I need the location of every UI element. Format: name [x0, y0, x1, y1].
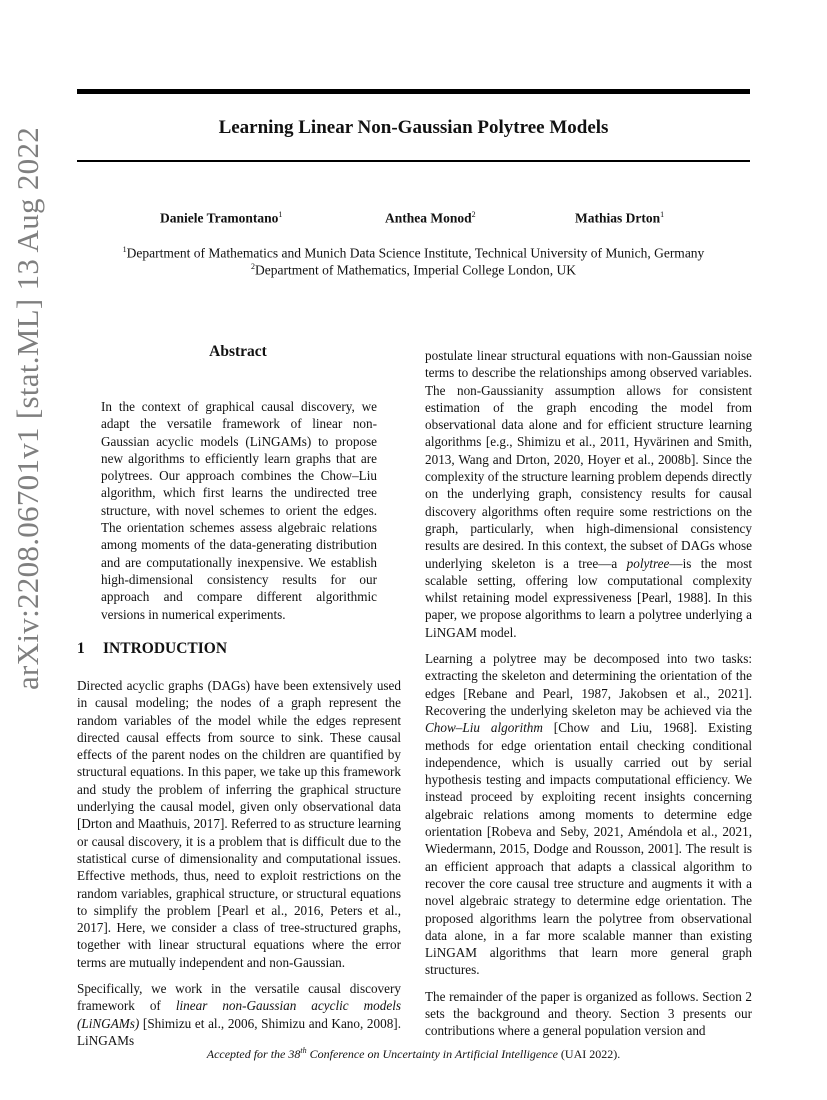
section-heading — [77, 640, 227, 658]
emphasis-chow-liu: Chow–Liu algorithm — [425, 720, 543, 736]
affiliation-number: 2 — [251, 262, 256, 271]
venue-footer: Accepted for the 38th Conference on Uncertainty in Artificial Intelligence (UAI 2022). — [206, 1046, 621, 1061]
emphasis-polytree: polytree — [626, 555, 670, 571]
section-title: INTRODUCTION — [103, 640, 228, 657]
affiliation-2 — [0, 262, 827, 279]
author-name: Anthea Monod — [385, 210, 472, 226]
author-3 — [575, 210, 664, 227]
affiliation-text: Department of Mathematics and Munich Data Science Institute, Technical University of Munich, Germany — [126, 245, 705, 261]
intro-paragraph-4: Learning a polytree may be decomposed into two tasks: extracting the skeleton and determining the orientation of the edges [Rebane and Pearl, 1987, Jakobsen et al., 2021]. Recovering the underlying skeleton may be achieved via the Chow–Liu algorithm [Chow and Liu, 1968]. Existing methods for edge orientation entail checking conditional independence, which is usually carried out by serial hypothesis testing and impacts computational efficiency. We instead proceed by exploiting recent insights concerning algebraic relations among moments to determine edge orientation [Robeva and Seby, 2021, Améndola et al., 2021, Wiedermann, 2015, Dodge and Rousson, 2001]. The result is an efficient approach that adapts a classical algorithm to recover the core causal tree structure and augments it with a novel algebraic strategy to determine edge orientation. The proposed algorithms learn the polytree from observational data alone, in a far more scalable manner than existing LiNGAM algorithms that learn more general graph structures. — [425, 651, 752, 978]
author-affiliation-mark: 1 — [660, 210, 665, 219]
title-rule — [77, 160, 750, 162]
author-2 — [385, 210, 476, 227]
arxiv-stamp: arXiv:2208.06701v1 [stat.ML] 13 Aug 2022 — [10, 126, 45, 690]
author-name: Daniele Tramontano — [160, 210, 279, 226]
section-number: 1 — [77, 640, 85, 657]
affiliation-1 — [0, 245, 827, 262]
paper-title: Learning Linear Non-Gaussian Polytree Models — [218, 117, 609, 138]
abstract-body: In the context of graphical causal discovery, we adapt the versatile framework of linear non-Gaussian acyclic models (LiNGAMs) to propose new algorithms to efficiently learn graphs that are polytrees. Our approach combines the Chow–Liu algorithm, which first learns the undirected tree structure, with novel schemes to orient the edges. The orientation schemes assess algebraic relations among moments of the data-generating distribution and are computationally inexpensive. We establish high-dimensional consistency results for our approach and compare different algorithmic versions in numerical experiments. — [101, 399, 377, 622]
author-affiliation-mark: 1 — [278, 210, 283, 219]
author-name: Mathias Drton — [575, 210, 661, 226]
emphasis-lingam: linear non-Gaussian acyclic models (LiNGAMs) — [77, 998, 401, 1031]
abstract-heading: Abstract — [209, 343, 267, 360]
top-rule — [77, 89, 750, 94]
left-column — [77, 677, 401, 1058]
author-affiliation-mark: 2 — [471, 210, 476, 219]
intro-paragraph-2: Specifically, we work in the versatile causal discovery framework of linear non-Gaussian acyclic models (LiNGAMs) [Shimizu et al., 2006, Shimizu and Kano, 2008]. LiNGAMs — [77, 981, 401, 1048]
author-1 — [160, 210, 282, 227]
right-column — [425, 347, 752, 1049]
intro-paragraph-3: postulate linear structural equations with non-Gaussian noise terms to describe the relationships among observed variables. The non-Gaussianity assumption allows for consistent estimation of the graph encoding the model from observational data alone and for efficient structure learning algorithms [e.g., Shimizu et al., 2011, Hyvärinen and Smith, 2013, Wang and Drton, 2020, Hoyer et al., 2008b]. Since the complexity of the structure learning problem depends directly on the underlying graph, consistency results for causal discovery algorithms often require some restrictions on the graph, particularly, when high-dimensional consistency results are desired. In this context, the subset of DAGs whose underlying skeleton is a tree—a polytree—is the most scalable setting, offering low computational complexity whilst retaining model expressiveness [Pearl, 1988]. In this paper, we propose algorithms to learn a polytree underlying a LiNGAM model. — [425, 348, 752, 640]
intro-paragraph-1: Directed acyclic graphs (DAGs) have been extensively used in causal modeling; the nodes of a graph represent the random variables of the model while the edges represent directed causal effects from source to sink. These causal effects of the parent nodes on the children are quantified by structural equations. In this paper, we take up this framework and study the problem of inferring the graphical structure underlying the causal model, given only observational data [Drton and Maathuis, 2017]. Referred to as structure learning or causal discovery, it is a problem that is difficult due to the statistical curse of dimensionality and computational issues. Effective methods, thus, need to exploit restrictions on the random variables, graphical structure, or structural equations to simplify the problem [Pearl et al., 2016, Peters et al., 2017]. Here, we consider a class of tree-structured graphs, together with linear structural equations where the error terms are mutually independent and non-Gaussian. — [77, 678, 401, 970]
affiliation-number: 1 — [122, 245, 127, 254]
intro-paragraph-5: The remainder of the paper is organized as follows. Section 2 sets the background and theory. Section 3 presents our contributions where a general population version and — [425, 988, 752, 1039]
affiliation-text: Department of Mathematics, Imperial College London, UK — [255, 262, 576, 278]
